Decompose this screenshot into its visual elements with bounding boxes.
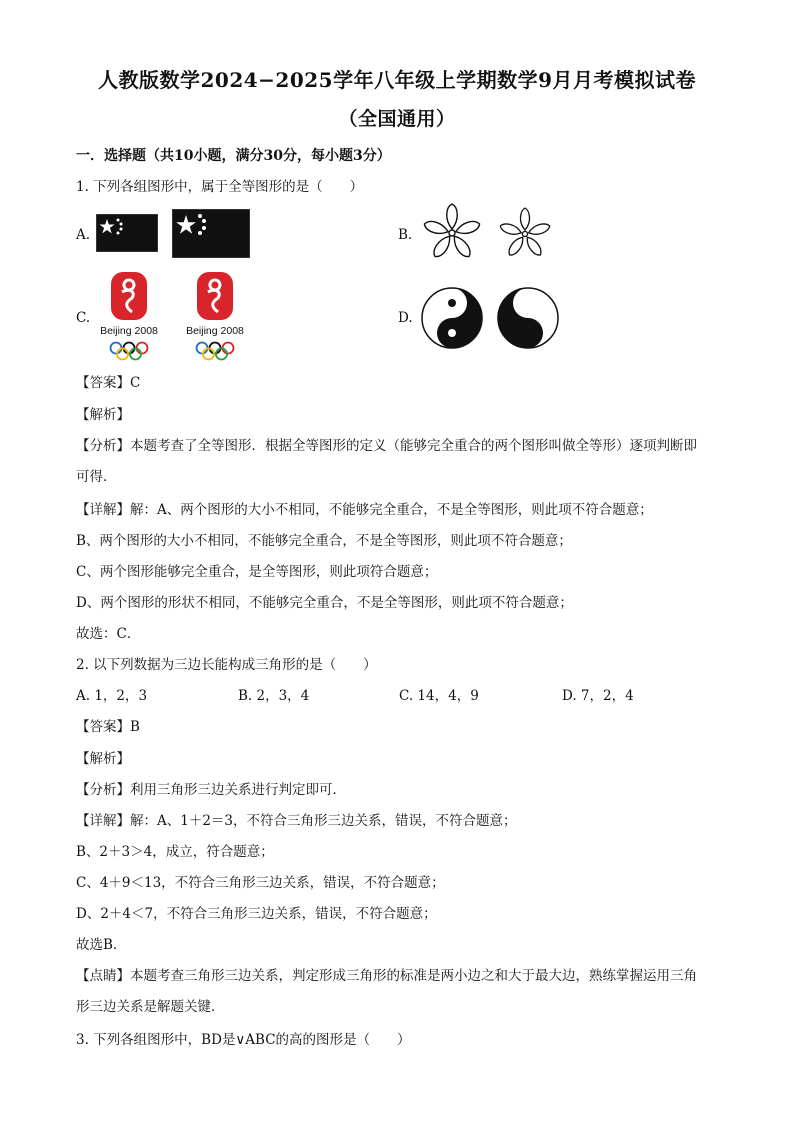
q1-detail: 【详解】解：A、两个图形的大小不相同，不能够完全重合，不是全等图形，则此项不符合题意；: [76, 502, 653, 518]
question-2-stem: 2. 以下列数据为三边长能构成三角形的是（ ）: [76, 657, 377, 673]
q2-answer: 【答案】B: [76, 719, 140, 735]
q2-detail: B、2＋3＞4，成立，符合题意；: [76, 844, 274, 860]
q1-detail: 故选：C．: [76, 626, 141, 642]
beijing-emblem-figure: [96, 270, 162, 362]
q2-option-a: A. 1，2，3: [76, 688, 148, 704]
flower-small-figure: [496, 206, 554, 262]
q1-analysis: 【分析】本题考查了全等图形．根据全等图形的定义（能够完全重合的两个图形叫做全等形）逐项判断即: [76, 438, 697, 454]
q2-jiexi: 【解析】: [76, 751, 130, 767]
beijing-emblem-figure: [182, 270, 248, 362]
q2-analysis: 【分析】利用三角形三边关系进行判定即可．: [76, 782, 346, 798]
q1-jiexi: 【解析】: [76, 407, 130, 423]
q2-detail: 【详解】解：A、1＋2＝3，不符合三角形三边关系，错误，不符合题意；: [76, 813, 517, 829]
olympic-rings-icon: [197, 343, 234, 360]
q1-option-d-label: D.: [398, 310, 413, 326]
question-1-stem: 1. 下列各组图形中，属于全等图形的是（ ）: [76, 179, 364, 195]
logo-caption: Beijing 2008: [100, 325, 158, 337]
q1-option-b-label: B.: [398, 227, 413, 243]
q2-detail: 故选B．: [76, 937, 127, 953]
q2-option-c: C. 14，4，9: [399, 688, 479, 704]
q1-detail: D、两个图形的形状不相同，不能够完全重合，不是全等图形，则此项不符合题意；: [76, 595, 573, 611]
q1-detail: B、两个图形的大小不相同，不能够完全重合，不是全等图形，则此项不符合题意；: [76, 533, 572, 549]
page-subtitle: （全国通用）: [338, 108, 456, 130]
logo-caption: Beijing 2008: [186, 325, 244, 337]
q1-option-c-label: C.: [76, 310, 91, 326]
olympic-rings-icon: [111, 343, 148, 360]
q2-comment-cont: 形三边关系是解题关键．: [76, 999, 225, 1015]
question-3-stem: 3. 下列各组图形中，BD是∨ABC的高的图形是（ ）: [76, 1032, 411, 1048]
q1-detail: C、两个图形能够完全重合，是全等图形，则此项符合题意；: [76, 564, 438, 580]
page-title: 人教版数学2024−2025学年八年级上学期数学9月月考模拟试卷: [97, 68, 696, 92]
flag-large-figure: [172, 209, 250, 258]
yin-yang-figure: [496, 286, 560, 350]
q2-option-b: B. 2，3，4: [238, 688, 310, 704]
q2-option-d: D. 7，2，4: [562, 688, 634, 704]
q1-option-a-label: A.: [76, 227, 91, 243]
q2-detail: D、2＋4＜7，不符合三角形三边关系，错误，不符合题意；: [76, 906, 437, 922]
q1-answer: 【答案】C: [76, 375, 141, 391]
yin-yang-figure: [420, 286, 484, 350]
q1-analysis-cont: 可得．: [76, 469, 117, 485]
q2-detail: C、4＋9＜13，不符合三角形三边关系，错误，不符合题意；: [76, 875, 445, 891]
q2-comment: 【点睛】本题考查三角形三边关系，判定形成三角形的标准是两小边之和大于最大边，熟练掌握运用三角: [76, 968, 697, 984]
flower-large-figure: [420, 202, 484, 264]
flag-small-figure: [96, 214, 158, 252]
section-heading: 一．选择题（共10小题，满分30分，每小题3分）: [76, 148, 391, 164]
